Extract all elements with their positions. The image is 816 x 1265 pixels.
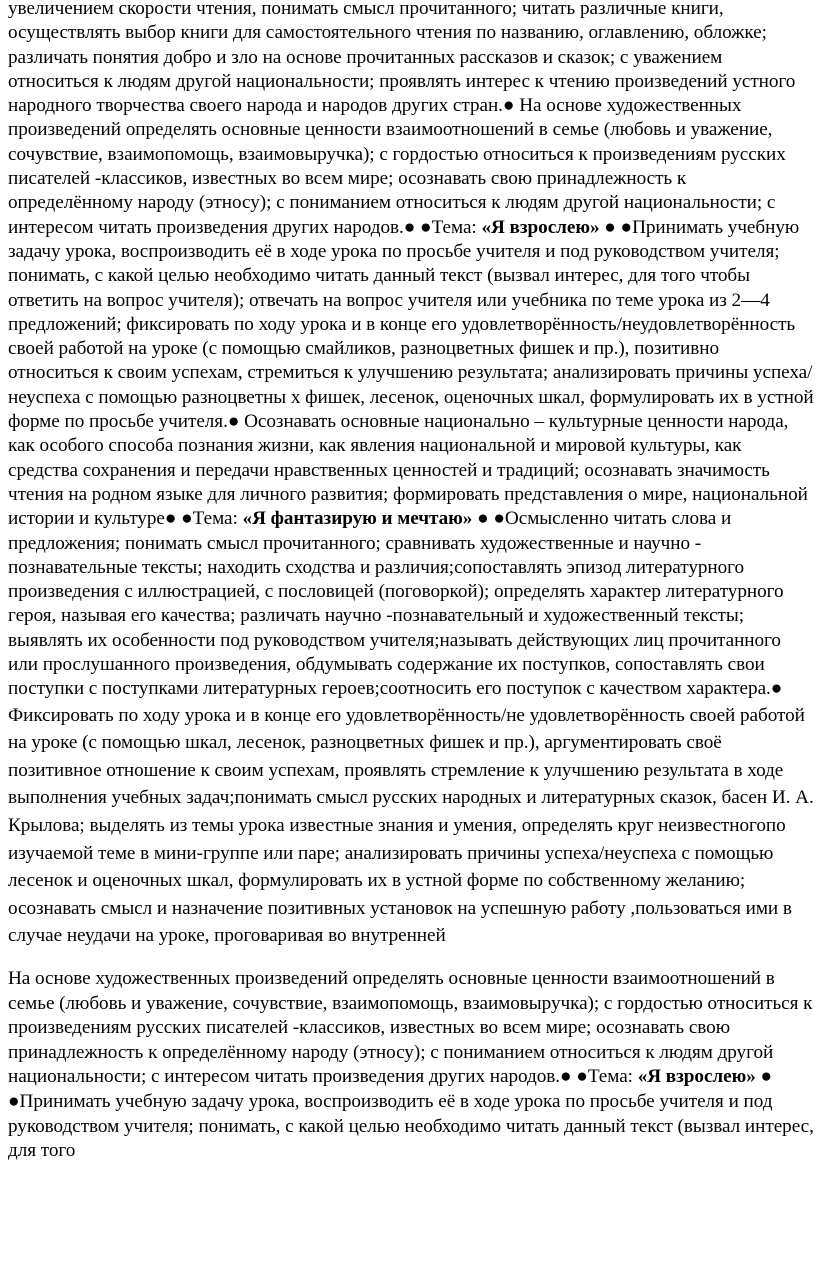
paragraph-2 <box>8 967 814 1164</box>
text-run: На основе художественных произведений определять основные ценности взаимоотношений в семье (любовь и уважение, сочувствие, взаимопомощь, взаимовыручка); с гордостью относиться к произведениям русских писателей -классиков, известных во всем мире; осознавать свою принадлежность к определённому народу (этносу); с пониманием относиться к людям другой национальности; с интересом читать произведения других народов.● ●Тема: <box>8 967 813 1088</box>
topic-title: «Я взрослею» <box>481 216 600 238</box>
text-run: Фиксировать по ходу урока и в конце его удовлетворённость/не удовлетворённость своей работой на уроке (с помощью шкал, лесенок, разноцветных фишек и пр.), аргументировать своё позитивное отношение к своим успехам, проявлять стремление к улучшению результата в ходе выполнения учебных задач;понимать смысл русских народных и литературных сказок, басен И. А. Крылова; выделять из темы урока известные знания и умения, определять круг неизвестногопо изучаемой теме в мини-группе или паре; анализировать причины успеха/неуспеха с помощью лесенок и оценочных шкал, формулировать их в устной форме по собственному желанию; осознавать смысл и назначение позитивных установок на успешную работу ,пользоваться ими в случае неудачи на уроке, проговаривая во внутренней <box>8 704 814 947</box>
text-run: ● ●Осмысленно читать слова и предложения; понимать смысл прочитанного; сравнивать художественные и научно - познавательные тексты; находить сходства и различия;сопоставлять эпизод литературного произведения с иллюстрацией, с пословицей (поговоркой); определять характер литературного героя, называя его качества; различать научно -познавательный и художественный тексты; выявлять их особенности под руководством учителя;называть действующих лиц прочитанного или прослушанного произведения, обдумывать содержание их поступков, сопоставлять свои поступки с поступками литературных героев;соотносить его поступок с качеством характера.● <box>8 508 784 700</box>
text-run: увеличением скорости чтения, понимать смысл прочитанного; читать различные книги, осуществлять выбор книги для самостоятельного чтения по названию, оглавлению, обложке; различать понятия добро и зло на основе прочитанных рассказов и сказок; с уважением относиться к людям другой национальности; проявлять интерес к чтению произведений устного народного творчества своего народа и народов других стран.● На основе художественных произведений определять основные ценности взаимоотношений в семье (любовь и уважение, сочувствие, взаимопомощь, взаимовыручка); с гордостью относиться к произведениям русских писателей -классиков, известных во всем мире; осознавать свою принадлежность к определённому народу (этносу); с пониманием относиться к людям другой национальности; с интересом читать произведения других народов.● ●Тема: <box>8 0 796 238</box>
paragraph-1-part-b <box>8 702 814 950</box>
document-page <box>8 0 814 1164</box>
topic-title: «Я фантазирую и мечтаю» <box>242 508 473 530</box>
text-run: ● ●Принимать учебную задачу урока, воспроизводить её в ходе урока по просьбе учителя и под руководством учителя; понимать, с какой целью необходимо читать данный текст (вызвал интерес, для того чтобы ответить на вопрос учителя); отвечать на вопрос учителя или учебника по теме урока из 2—4 предложений; фиксировать по ходу урока и в конце его удовлетворённость/неудовлетворённость своей работой на уроке (с помощью смайликов, разноцветных фишек и пр.), позитивно относиться к своим успехам, стремиться к улучшению результата; анализировать причины успеха/неуспеха с помощью разноцветны х фишек, лесенок, оценочных шкал, формулировать их в устной форме по просьбе учителя.● Осознавать основные национально – культурные ценности народа, как особого способа познания жизни, как явления национальной и мировой культуры, как средства сохранения и передачи нравственных ценностей и традиций; осознавать значимость чтения на родном языке для личного развития; формировать представления о мире, национальной истории и культуре● ●Тема: <box>8 216 814 530</box>
topic-title: «Я взрослею» <box>637 1066 756 1088</box>
paragraph-1-part-a <box>8 0 814 702</box>
text-run: ● ●Принимать учебную задачу урока, воспроизводить её в ходе урока по просьбе учителя и под руководством учителя; понимать, с какой целью необходимо читать данный текст (вызвал интерес, для того <box>8 1066 814 1162</box>
paragraph-1 <box>8 0 814 950</box>
